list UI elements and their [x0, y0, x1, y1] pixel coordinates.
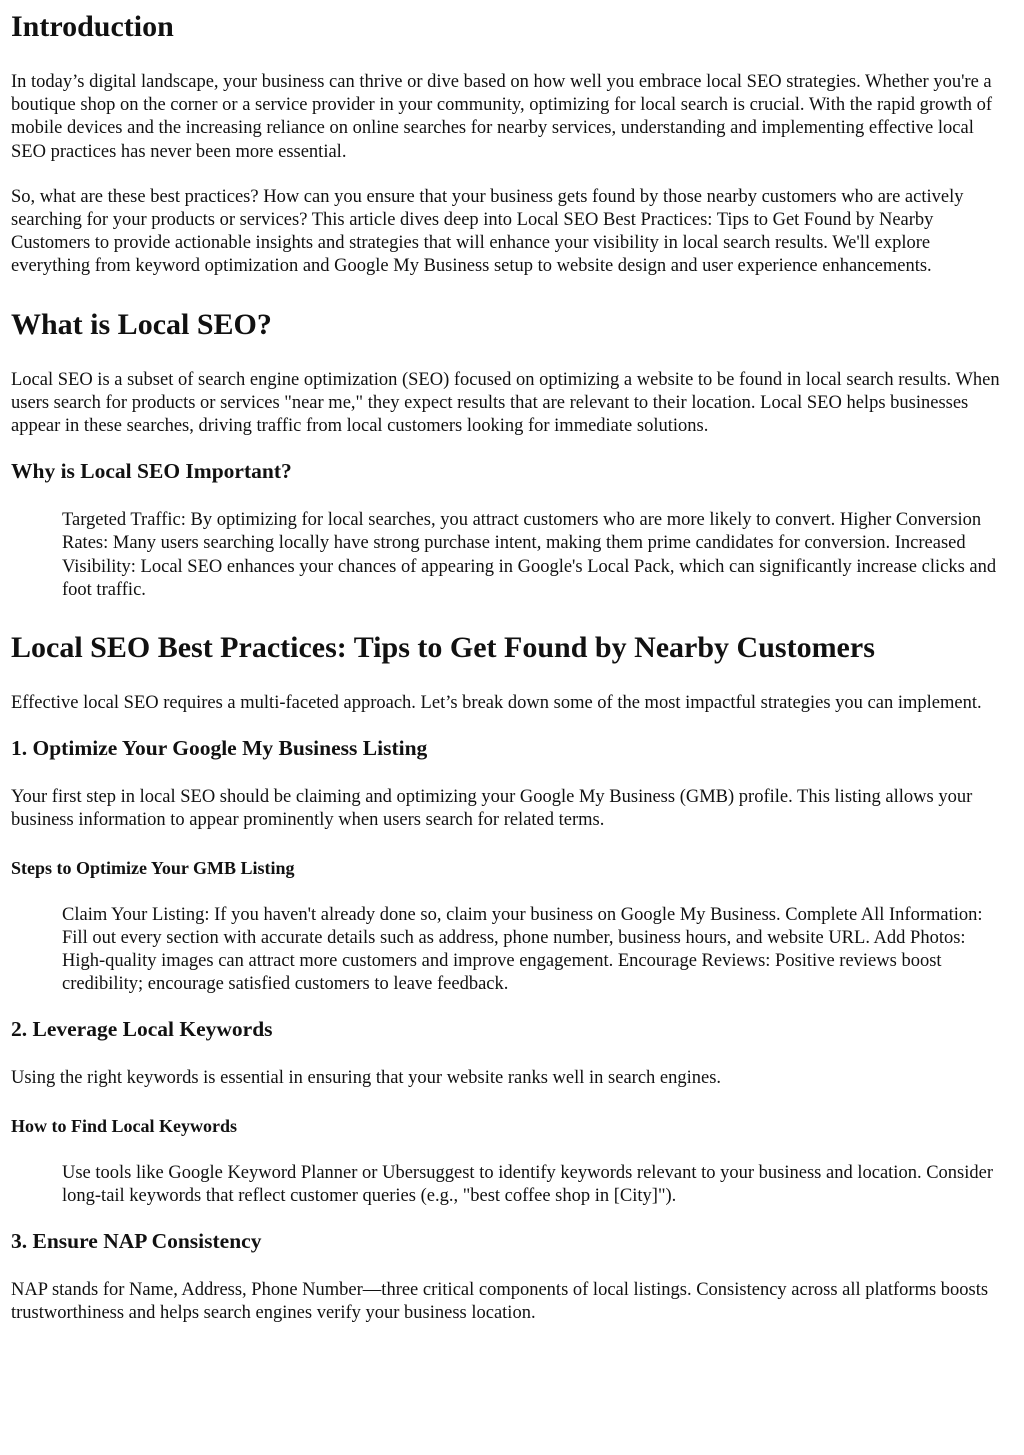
heading-introduction: Introduction — [11, 10, 174, 43]
nap-paragraph: NAP stands for Name, Address, Phone Number—three critical components of local listings. Consistency across all platforms boosts trustworthiness and helps search engines verify your business location. — [11, 1280, 989, 1324]
intro-paragraph-1: In today’s digital landscape, your business can thrive or dive based on how well you embrace local SEO strategies. Whether you're a boutique shop on the corner or a service provider in your community, optimizing for local search is crucial. With the rapid growth of mobile devices and the increasing reliance on online searches for nearby services, understanding and implementing effective local SEO practices has never been more essential. — [11, 72, 993, 162]
keywords-paragraph: Using the right keywords is essential in ensuring that your website ranks well in search engines. — [11, 1068, 722, 1089]
heading-gmb-steps: Steps to Optimize Your GMB Listing — [11, 857, 295, 878]
what-paragraph: Local SEO is a subset of search engine optimization (SEO) focused on optimizing a website to be found in local search results. When users search for products or services "near me," they expect results that are relevant to their location. Local SEO helps businesses appear in these searches, driving traffic from local customers looking for immediate solutions. — [11, 369, 1000, 437]
why-list: Targeted Traffic: By optimizing for local searches, you attract customers who are more likely to convert. Higher Conversion Rates: Many users searching locally have strong purchase intent, making them prime candidates for conversion. Increased Visibility: Local SEO enhances your chances of appearing in Google's Local Pack, which can significantly increase clicks and foot traffic. — [62, 510, 997, 600]
find-keywords-list: Use tools like Google Keyword Planner or Ubersuggest to identify keywords relevant to your business and location. Consider long-tail keywords that reflect customer queries (e.g., "best coffee shop in [City]"). — [62, 1162, 993, 1206]
best-practices-paragraph: Effective local SEO requires a multi-faceted approach. Let’s break down some of the most impactful strategies you can implement. — [11, 693, 982, 714]
intro-paragraph-2: So, what are these best practices? How can you ensure that your business gets found by those nearby customers who are actively searching for your products or services? This article dives deep into Local SEO Best Practices: Tips to Get Found by Nearby Customers to provide actionable insights and strategies that will enhance your visibility in local search results. We'll explore everything from keyword optimization and Google My Business setup to website design and user experience enhancements. — [11, 186, 964, 277]
heading-why-important: Why is Local SEO Important? — [11, 459, 292, 484]
gmb-steps-list: Claim Your Listing: If you haven't already done so, claim your business on Google My Business. Complete All Information: Fill out every section with accurate details such as address, phone number, business hours, and website URL. Add Photos: High-quality images can attract more customers and improve engagement. Encourage Reviews: Positive reviews boost credibility; encourage satisfied customers to leave feedback. — [62, 904, 983, 995]
heading-find-keywords: How to Find Local Keywords — [11, 1115, 238, 1136]
heading-best-practices: Local SEO Best Practices: Tips to Get Found by Nearby Customers — [11, 631, 875, 665]
gmb-paragraph: Your first step in local SEO should be claiming and optimizing your Google My Business (GMB) profile. This listing allows your business information to appear prominently when users search for related terms. — [11, 787, 973, 831]
heading-optimize-gmb: 1. Optimize Your Google My Business Listing — [11, 736, 428, 761]
article — [0, 9, 1024, 1325]
heading-local-keywords: 2. Leverage Local Keywords — [11, 1017, 273, 1042]
heading-what-is-local-seo: What is Local SEO? — [11, 307, 272, 341]
heading-nap-consistency: 3. Ensure NAP Consistency — [11, 1229, 262, 1254]
